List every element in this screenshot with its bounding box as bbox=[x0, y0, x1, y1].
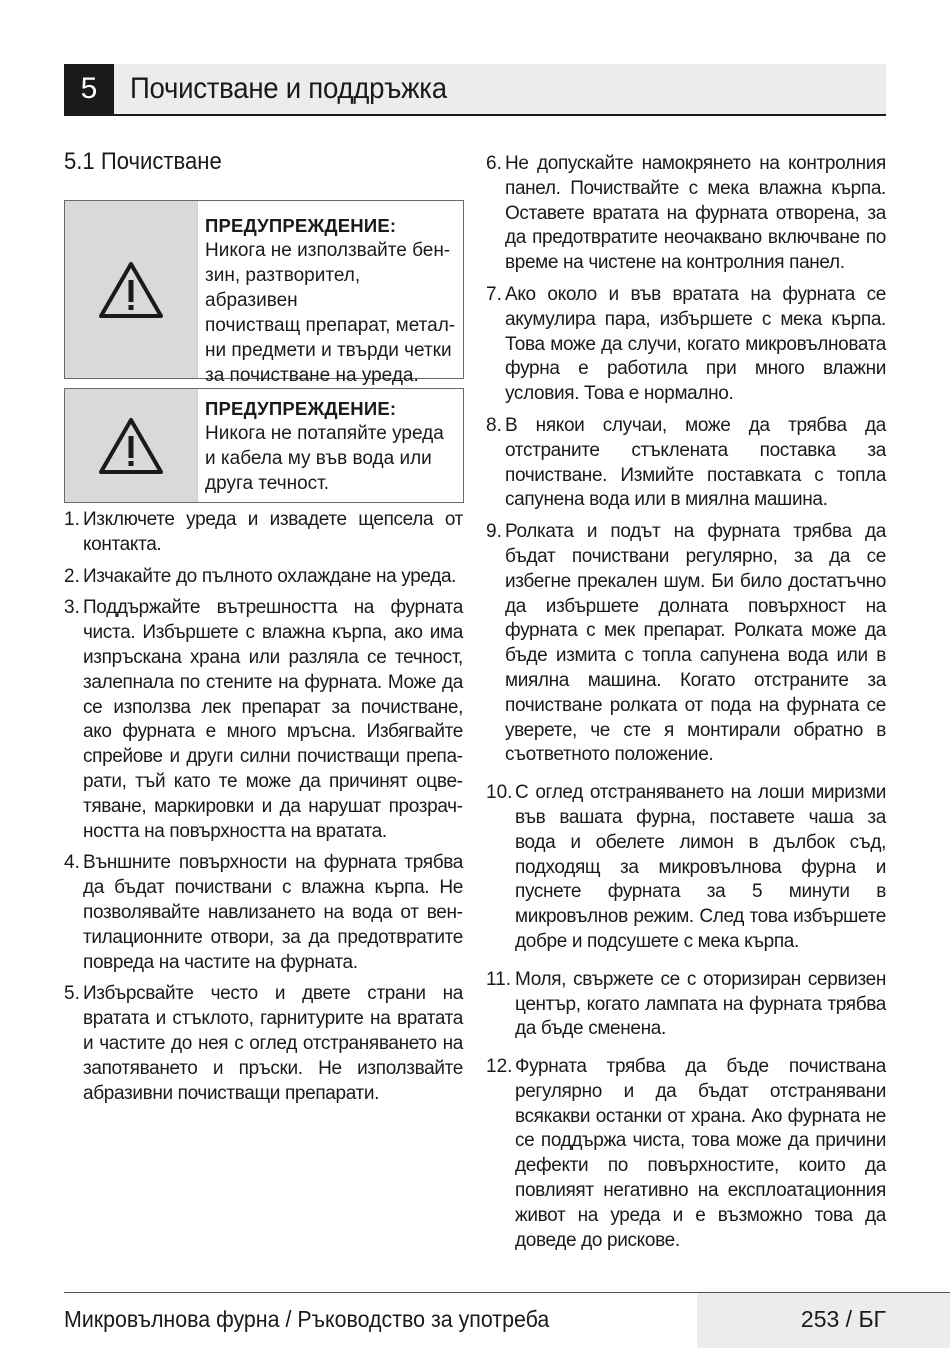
warning-title: ПРЕДУПРЕЖДЕНИЕ: bbox=[205, 215, 397, 236]
warning-line: друга течност. bbox=[205, 473, 330, 494]
warning-title: ПРЕДУПРЕЖДЕНИЕ: bbox=[205, 398, 397, 419]
list-item-text: Ролката и подът на фурната трябва да бъдат почиствани регулярно, за да се избегне прекален шум. Би било достатъчно да избършете долната повърхност на фурната с мек препарат. Ролката може да бъде измита с топла сапунена вода или в миялна машина. Когато отстраните за почистване ролката от пода на фурната се уверете, че сте я монтирали обратно в съответното положение. bbox=[505, 521, 886, 766]
list-item-number: 10. bbox=[486, 782, 513, 804]
list-item bbox=[64, 565, 463, 590]
list-item-number: 1. bbox=[64, 509, 80, 530]
warning-line: ни предмети и твърди четки bbox=[205, 340, 452, 361]
list-item bbox=[486, 781, 886, 955]
warning-line: и кабела му във вода или bbox=[205, 448, 432, 469]
warning-line: Никога не използвайте бен- bbox=[205, 240, 451, 261]
list-item-number: 6. bbox=[486, 153, 502, 174]
chapter-header bbox=[64, 64, 886, 116]
chapter-title: Почистване и поддръжка bbox=[130, 72, 447, 105]
list-item-number: 9. bbox=[486, 521, 502, 543]
list-item-text: Изключете уреда и извадете щепсела от контакта. bbox=[83, 509, 463, 555]
list-item bbox=[486, 152, 886, 276]
warning-icon-cell bbox=[65, 389, 198, 502]
list-item bbox=[486, 968, 886, 1042]
list-item-text: Не допускайте намокрянето на контролния панел. Почиствайте с мека влажна кърпа. Оставете вратата на фурната отворена, за да предотвратите неочаквано включване по време на чистене на контролния панел. bbox=[505, 153, 886, 274]
list-item-number: 12. bbox=[486, 1056, 513, 1078]
warning-text bbox=[198, 201, 463, 386]
warning-line: за почистване на уреда. bbox=[205, 365, 419, 386]
right-column-list bbox=[486, 152, 886, 1260]
list-item-number: 2. bbox=[64, 565, 80, 587]
list-item bbox=[64, 982, 463, 1106]
list-item-text: Фурната трябва да бъде почиствана регулярно и да бъдат отстранявани всякакви останки от храна. Ако фурната не се поддържа чиста, това може да причини дефекти по повърхностите, които да повлияят негативно на експлоатационния живот на уреда и е възможно това да доведе до рискове. bbox=[515, 1056, 886, 1251]
list-item bbox=[64, 508, 463, 558]
footer-manual-title: Микровълнова фурна / Ръководство за употреба bbox=[64, 1306, 550, 1332]
list-item-text: Ако около и във вратата на фурната се акумулира пара, избършете с мека кърпа. Това може да случи, когато микровълновата фурна е работила при много влажни условия. Това е нормално. bbox=[505, 283, 886, 405]
list-item bbox=[64, 851, 463, 975]
warning-icon-cell bbox=[65, 201, 198, 378]
warning-box bbox=[64, 200, 464, 386]
list-item-text: Поддържайте вътрешността на фурната чиста. Избършете с влажна кърпа, ако има изпръскана храна или разляла се течност, залепнала по стените на фурната. Може да се използва лек препарат за почистване, ако фурната е много мръсна. Избягвайте спрейове и други силни почистващи препарати, тъй като те може да причинят оцветяване, маркировки и да нарушат прозрачността на повърхността на вратата. bbox=[83, 597, 463, 842]
footer-page-number: 253 / БГ bbox=[800, 1306, 886, 1332]
chapter-number: 5 bbox=[64, 64, 114, 114]
warning-triangle-icon bbox=[97, 260, 165, 320]
list-item-text: Моля, свържете се с оторизиран сервизен център, когато лампата на фурната трябва да бъде сменена. bbox=[515, 968, 886, 1040]
list-item-number: 4. bbox=[64, 852, 80, 874]
list-item-number: 7. bbox=[486, 283, 502, 305]
list-item-text: Външните повърхности на фурната трябва да бъдат почиствани с влажна кърпа. Не позволявайте навлизането на вода от вентилационните отвори, за да предотвратите повреда на частите на фурната. bbox=[83, 852, 463, 973]
warning-text bbox=[198, 389, 463, 502]
list-item bbox=[64, 596, 463, 844]
warning-box bbox=[64, 388, 464, 503]
left-column-list bbox=[64, 508, 463, 1113]
list-item bbox=[486, 283, 886, 407]
list-item-number: 3. bbox=[64, 597, 80, 619]
list-item bbox=[486, 520, 886, 768]
list-item-number: 11. bbox=[486, 968, 512, 990]
list-item-text: Изчакайте до пълното охлаждане на уреда. bbox=[83, 565, 457, 587]
list-item-text: Избърсвайте често и двете страни на вратата и стъклото, гарнитурите на вратата и частите до нея с оглед отстраняването на запотяването и пръски. Не използвайте абразивни почистващи препарати. bbox=[83, 983, 463, 1104]
warning-line: зин, разтворител, абразивен bbox=[205, 265, 361, 311]
warning-triangle-icon bbox=[97, 416, 165, 476]
warning-line: Никога не потапяйте уреда bbox=[205, 423, 444, 444]
list-item-number: 8. bbox=[486, 414, 502, 436]
warning-line: почистващ препарат, метал- bbox=[205, 315, 456, 336]
section-title: 5.1 Почистване bbox=[64, 148, 222, 175]
list-item bbox=[486, 414, 886, 513]
list-item bbox=[486, 1055, 886, 1253]
list-item-number: 5. bbox=[64, 983, 80, 1005]
list-item-text: С оглед отстраняването на лоши миризми във вашата фурна, поставете чаша за вода и обелете лимон в дълбок съд, подходящ за микровълнова фурна и пуснете фурната за 5 минути в микровълнов режим. След това избършете добре и подсушете с мека кърпа. bbox=[515, 782, 886, 952]
list-item-text: В някои случаи, може да трябва да отстраните стъклената поставка за почистване. Измийте поставката с топла сапунена вода или в миялна машина. bbox=[505, 414, 886, 511]
